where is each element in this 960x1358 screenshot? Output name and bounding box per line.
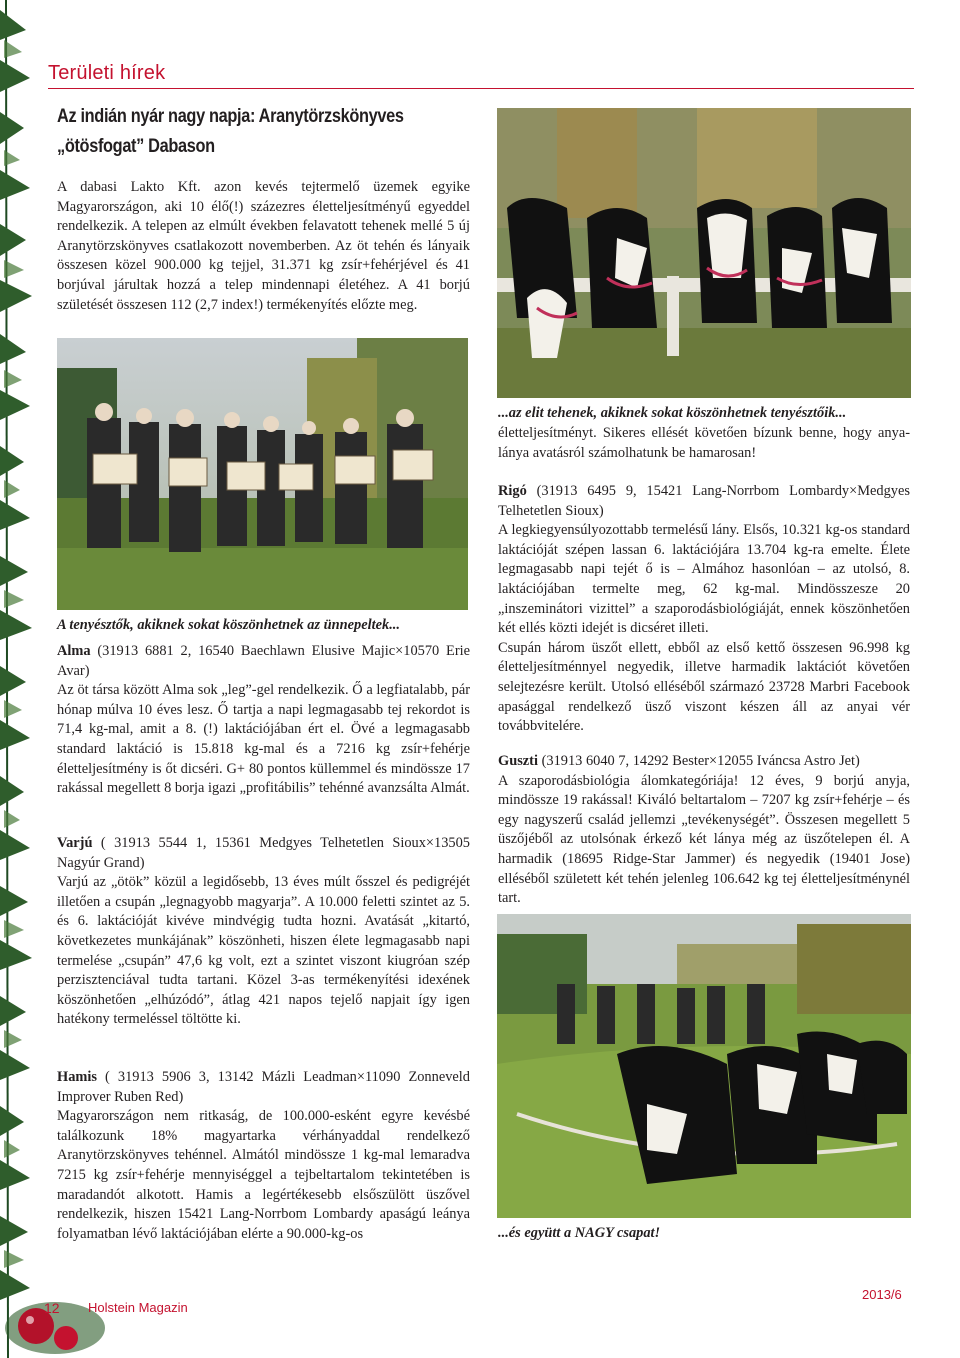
hamis-name: Hamis: [57, 1069, 97, 1085]
rigo-pedigree: (31913 6495 9, 15421 Lang-Norrbom Lombardy×Medgyes Telhetetlen Sioux): [498, 483, 910, 519]
page-number: 12: [44, 1300, 60, 1316]
headline-line-1: Az indián nyár nagy napja: Aranytörzskönyves: [57, 106, 404, 127]
intro-paragraph: [57, 178, 470, 315]
magazine-name: Holstein Magazin: [88, 1300, 188, 1315]
varju-name: Varjú: [57, 835, 93, 851]
hamis-section: [57, 1068, 470, 1244]
hamis-body: Magyarországon nem ritkaság, de 100.000-esként egyre kevésbé találkozunk 18% magyartarka vérhányaddal rendelkező Aranytörzskönyves tehénnel. Almától mindössze 1 kg-mal lemaradva 7215 kg zsír+fehérje mennyiséggel a tejbeltartalom tekintetében is maradandót alkotott. Hamis a legértékesebb elsőszülött üszővel rendelkezik, hiszen 15421 Lang-Norrbom Lombardy apaságú leánya folyamatban lévő laktációjában elérte a 90.000-kg-os: [57, 1108, 470, 1242]
rigo-section: [498, 482, 910, 737]
alma-heading: [57, 642, 470, 681]
pine-branch-decoration: [0, 0, 34, 1358]
rigo-body-2: Csupán három üszőt ellett, ebből az első kettő összesen 96.998 kg életteljesítménnyel negyedik, illetve harmadik laktációt követően selejtezésre került. Utolsó elléséből származó 23728 Marbri Facebook apasággal rendelkező üsző viszont készen áll az anyai vér továbbvitelére.: [498, 639, 910, 735]
header-rule: [48, 88, 914, 89]
guszti-name: Guszti: [498, 753, 538, 769]
issue-number: 2013/6: [862, 1287, 902, 1302]
guszti-pedigree: (31913 6040 7, 14292 Bester×12055 Iváncsa Astro Jet): [537, 753, 860, 769]
hamis-heading: [57, 1068, 470, 1107]
varju-section: [57, 834, 470, 1030]
team-caption: ...és együtt a NAGY csapat!: [498, 1225, 661, 1241]
alma-name: Alma: [57, 643, 91, 659]
breeders-caption: A tenyésztők, akiknek sokat köszönhetnek az ünnepeltek...: [57, 617, 401, 633]
intro-text: A dabasi Lakto Kft. azon kevés tejtermelő üzemek egyike Magyarországon, aki 10 élő(!) százezres életteljesítményű egyeddel rendelkezik. A telepen az elmúlt években felavatott tehenek mellé 5 új Aranytörzskönyves csatlakozott novemberben. Az öt tehén és lányaik összesen közel 900.000 kg tejjel, 31.371 kg zsír+fehérjével és 41 borjúval járultak hozzá a telep mindennapi életéhez. A 41 borjú születését összesen 112 (2,7 index!) termékenyítés előzte meg.: [57, 179, 470, 313]
varju-body: Varjú az „ötök” közül a legidősebb, 13 éves múlt ősszel és pedigréjét illetően a csupán „legnagyobb magyarja”. A 10.000 feletti szintet az 5. és 6. laktációját kivéve mindvégig tudta hozni. Avatását „kitartó, következetes munkájának” köszönheti, hiszen élete legmagasabb napi termelése „csupán” 47,6 kg volt, ezt a szintet viszont kiugróan szép perzisztenciával tudta tartani. Közel 3-as termékenyítési idexének köszönhetően „elhúzódó”, átlag 421 napos tejelő napjait így igen hatékony termeléssel töltötte ki.: [57, 874, 470, 1028]
guszti-heading: [498, 752, 910, 772]
section-title: Területi hírek: [48, 62, 166, 84]
team-photo: [497, 914, 911, 1218]
rigo-name: Rigó: [498, 483, 527, 499]
guszti-body: A szaporodásbiológia álomkategóriája! 12 éves, 9 borjú anyja, mindössze 19 rakással! Kiváló beltartalom – 7207 kg zsír+fehérje – és egy nagyszerű család jellemzi „tevékenységét”. Összesen megellett 5 üszőjéből az utolsónak érkező két lánya még az üszőtelepen él. A harmadik (18695 Ridge-Star Jammer) és negyedik (19401 Jose) elléséből született két tehén jelenleg 106.642 kg tej életteljesítménynél tart.: [498, 772, 910, 907]
guszti-section: [498, 752, 910, 909]
headline-line-2: „ötösfogat” Dabason: [57, 136, 215, 157]
varju-pedigree: ( 31913 5544 1, 15361 Medgyes Telhetetlen Sioux×13505 Nagyúr Grand): [57, 835, 470, 871]
right-intro-text: életteljesítményt. Sikeres ellését követően bízunk benne, hogy anya-lánya avatásról számolhatunk be hamarosan!: [498, 425, 910, 461]
cows-photo: [497, 108, 911, 398]
hamis-pedigree: ( 31913 5906 3, 13142 Mázli Leadman×11090 Zonneveld Improver Ruben Red): [57, 1069, 470, 1105]
alma-body: Az öt társa között Alma sok „leg”-gel rendelkezik. Ő a legfiatalabb, pár hónap múlva 10 éves lesz. Ő tartja a napi legmagasabb tej rekordot is 71,4 kg-mal, amit a 8. (!) laktációjában ért el. Övé a legmagasabb standard laktáció is 15.818 kg-mal és a 7216 kg zsír+fehérje életteljesítmény is őt dicséri. G+ 80 pontos küllemmel és mindössze 17 rakással megellett 8 borja igazi „profitábilis” tehénné avanzsálta Almát.: [57, 682, 470, 797]
alma-section: [57, 642, 470, 799]
rigo-body-1: A legkiegyensúlyozottabb termelésű lány. Elsős, 10.321 kg-os standard laktációját szépen lassan 6. laktációjára 13.704 kg-ra emelte. Élete legmagasabb napi tejét ő is – Almához hasonlóan – az utolsó, 8. laktációjában termelte meg, 62 kg-mal. Mindösszesze 20 „inszeminátori vizittel” a szaporodásbiológiáját, ennek köszönhetően két ellés közti idejét is dicséret illeti.: [498, 522, 910, 637]
alma-pedigree: (31913 6881 2, 16540 Baechlawn Elusive Majic×10570 Erie Avar): [57, 643, 470, 679]
breeders-photo: [57, 338, 468, 610]
rigo-heading: [498, 482, 910, 521]
cows-caption: ...az elit tehenek, akiknek sokat köszönhetnek tenyésztőik...: [498, 405, 847, 421]
right-intro: [498, 424, 910, 463]
varju-heading: [57, 834, 470, 873]
article-headline: [57, 102, 470, 162]
